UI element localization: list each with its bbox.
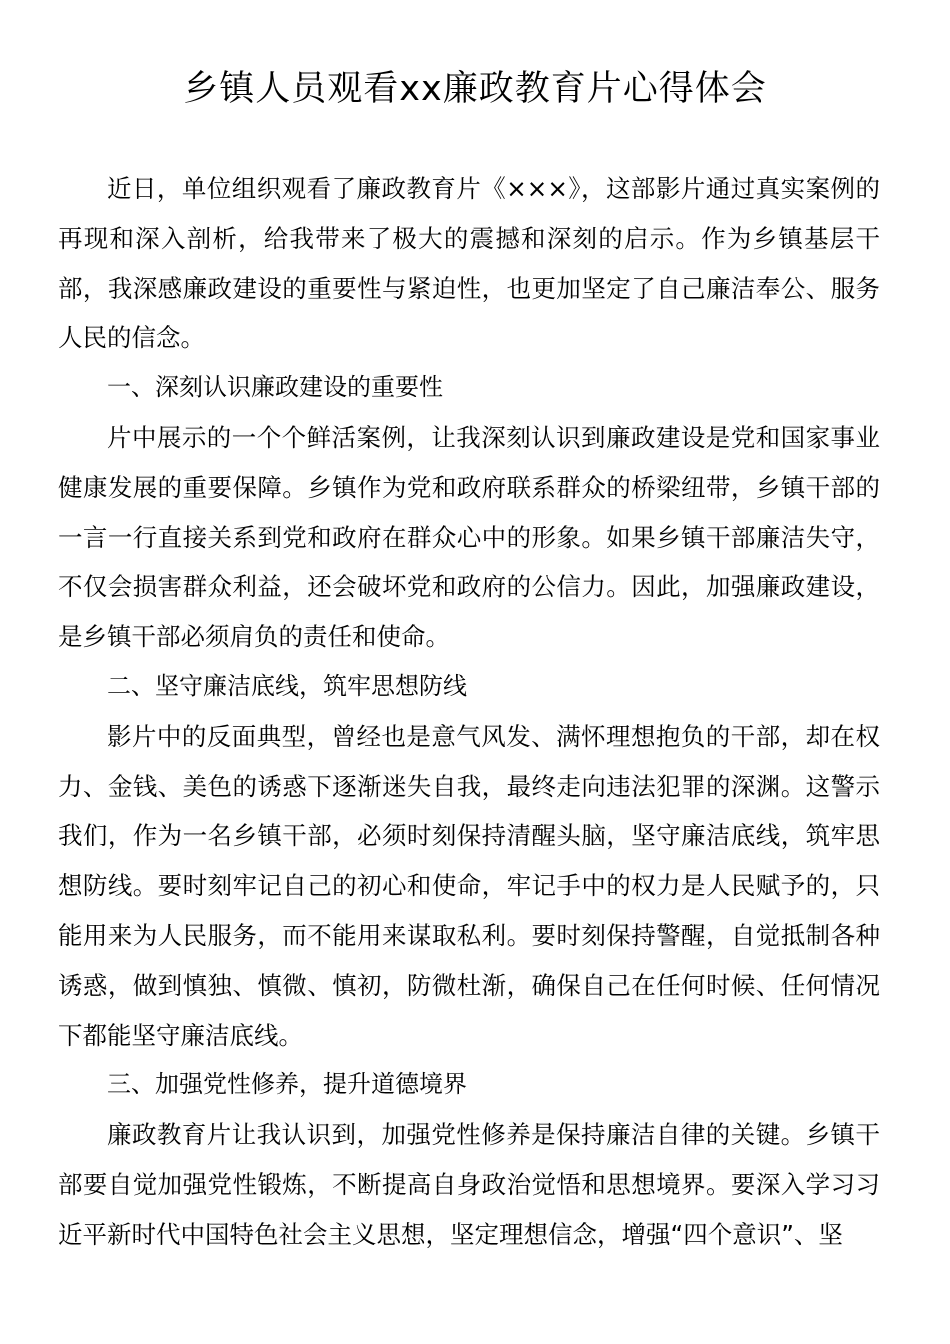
document-title: 乡镇人员观看xx廉政教育片心得体会	[183, 69, 767, 109]
document-body	[58, 164, 880, 1260]
section-heading-3: 三、加强党性修养，提升道德境界	[107, 1070, 467, 1099]
section-heading-1: 一、深刻认识廉政建设的重要性	[107, 373, 443, 402]
section-2-paragraph: 影片中的反面典型，曾经也是意气风发、满怀理想抱负的干部，却在权力、金钱、美色的诱惑下逐渐迷失自我，最终走向违法犯罪的深渊。这警示我们，作为一名乡镇干部，必须时刻保持清醒头脑，坚守廉洁底线，筑牢思想防线。要时刻牢记自己的初心和使命，牢记手中的权力是人民赋予的，只能用来为人民服务，而不能用来谋取私利。要时刻保持警醒，自觉抵制各种诱惑，做到慎独、慎微、慎初，防微杜渐，确保自己在任何时候、任何情况下都能坚守廉洁底线。	[58, 721, 880, 1050]
section-1-paragraph: 片中展示的一个个鲜活案例，让我深刻认识到廉政建设是党和国家事业健康发展的重要保障。乡镇作为党和政府联系群众的桥梁纽带，乡镇干部的一言一行直接关系到党和政府在群众心中的形象。如果乡镇干部廉洁失守，不仅会损害群众利益，还会破坏党和政府的公信力。因此，加强廉政建设，是乡镇干部必须肩负的责任和使命。	[58, 422, 880, 652]
section-heading-2: 二、坚守廉洁底线，筑牢思想防线	[107, 671, 467, 700]
intro-paragraph: 近日，单位组织观看了廉政教育片《×××》，这部影片通过真实案例的再现和深入剖析，给我带来了极大的震撼和深刻的启示。作为乡镇基层干部，我深感廉政建设的重要性与紧迫性，也更加坚定了自己廉洁奉公、服务人民的信念。	[58, 174, 880, 353]
section-3-paragraph: 廉政教育片让我认识到，加强党性修养是保持廉洁自律的关键。乡镇干部要自觉加强党性锻炼，不断提高自身政治觉悟和思想境界。要深入学习习近平新时代中国特色社会主义思想，坚定理想信念，增强“四个意识”、坚	[58, 1120, 880, 1249]
